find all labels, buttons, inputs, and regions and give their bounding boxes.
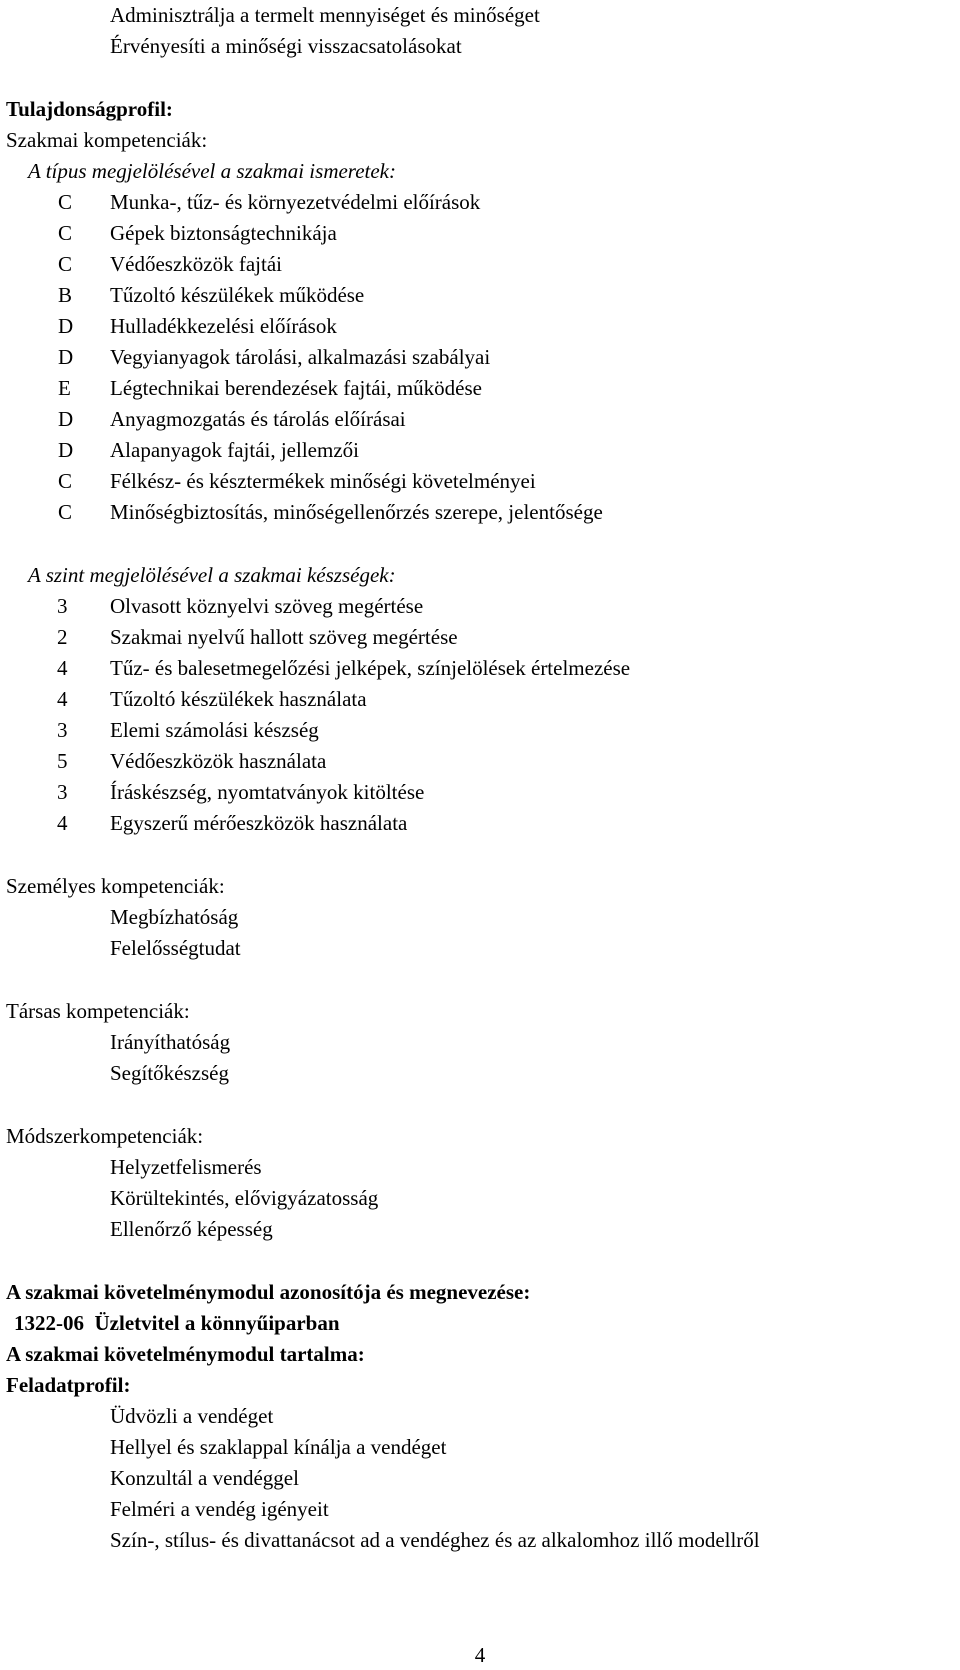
modul-azonosito: 1322-06 Üzletvitel a könnyűiparban bbox=[14, 1311, 340, 1335]
ismeret-code: E bbox=[58, 376, 71, 400]
keszseg-level: 2 bbox=[57, 625, 68, 649]
ismeret-code: C bbox=[58, 500, 73, 524]
szemelyes-item: Megbízhatóság bbox=[110, 905, 239, 929]
szemelyes-kompetenciak-heading: Személyes kompetenciák: bbox=[6, 874, 225, 898]
keszseg-text: Védőeszközök használata bbox=[110, 749, 327, 773]
feladat-item: Hellyel és szaklappal kínálja a vendéget bbox=[110, 1435, 447, 1459]
szemelyes-item: Felelősségtudat bbox=[110, 936, 241, 960]
keszseg-text: Íráskészség, nyomtatványok kitöltése bbox=[110, 780, 425, 804]
tarsas-item: Irányíthatóság bbox=[110, 1030, 231, 1054]
keszseg-text: Egyszerű mérőeszközök használata bbox=[110, 811, 408, 835]
keszseg-level: 5 bbox=[57, 749, 68, 773]
feladat-item: Konzultál a vendéggel bbox=[110, 1466, 299, 1490]
ismeret-code: C bbox=[58, 221, 73, 245]
ismeret-text: Hulladékkezelési előírások bbox=[110, 314, 337, 338]
intro-line: Érvényesíti a minőségi visszacsatolásokat bbox=[110, 34, 462, 58]
ismeret-code: D bbox=[58, 314, 74, 338]
modszer-item: Ellenőrző képesség bbox=[110, 1217, 273, 1241]
ismeret-text: Minőségbiztosítás, minőségellenőrzés szerepe, jelentősége bbox=[110, 500, 603, 524]
modul-azonosito-heading: A szakmai követelménymodul azonosítója és megnevezése: bbox=[6, 1280, 531, 1304]
feladat-item: Szín-, stílus- és divattanácsot ad a vendéghez és az alkalomhoz illő modellről bbox=[110, 1528, 760, 1552]
tulajdonsagprofil-heading: Tulajdonságprofil: bbox=[6, 97, 173, 121]
ismeret-text: Légtechnikai berendezések fajtái, működése bbox=[110, 376, 482, 400]
keszseg-level: 3 bbox=[57, 718, 68, 742]
keszseg-level: 3 bbox=[57, 594, 68, 618]
ismeret-text: Tűzoltó készülékek működése bbox=[110, 283, 365, 307]
keszseg-level: 4 bbox=[57, 811, 68, 835]
ismeret-text: Félkész- és késztermékek minőségi követelményei bbox=[110, 469, 536, 493]
ismeret-code: D bbox=[58, 345, 74, 369]
modszer-item: Helyzetfelismerés bbox=[110, 1155, 262, 1179]
tarsas-item: Segítőkészség bbox=[110, 1061, 229, 1085]
feladat-item: Üdvözli a vendéget bbox=[110, 1404, 274, 1428]
ismeret-text: Védőeszközök fajtái bbox=[110, 252, 283, 276]
ismeret-text: Alapanyagok fajtái, jellemzői bbox=[110, 438, 359, 462]
ismeret-code: C bbox=[58, 469, 73, 493]
keszseg-text: Szakmai nyelvű hallott szöveg megértése bbox=[110, 625, 458, 649]
keszseg-text: Elemi számolási készség bbox=[110, 718, 319, 742]
ismeret-code: C bbox=[58, 252, 73, 276]
keszseg-text: Tűz- és balesetmegelőzési jelképek, színjelölések értelmezése bbox=[110, 656, 631, 680]
modul-tartalma-heading: A szakmai követelménymodul tartalma: bbox=[6, 1342, 365, 1366]
ismeret-code: D bbox=[58, 438, 74, 462]
keszseg-level: 4 bbox=[57, 656, 68, 680]
szakmai-keszsegek-heading: A szint megjelölésével a szakmai készségek: bbox=[28, 563, 396, 587]
keszseg-text: Olvasott köznyelvi szöveg megértése bbox=[110, 594, 424, 618]
modszer-item: Körültekintés, elővigyázatosság bbox=[110, 1186, 379, 1210]
szakmai-ismeretek-heading: A típus megjelölésével a szakmai ismeretek: bbox=[28, 159, 396, 183]
modszerkompetenciak-heading: Módszerkompetenciák: bbox=[6, 1124, 204, 1148]
keszseg-text: Tűzoltó készülékek használata bbox=[110, 687, 367, 711]
intro-line: Adminisztrálja a termelt mennyiséget és minőséget bbox=[110, 3, 540, 27]
szakmai-kompetenciak-heading: Szakmai kompetenciák: bbox=[6, 128, 208, 152]
ismeret-text: Munka-, tűz- és környezetvédelmi előírások bbox=[110, 190, 481, 214]
tarsas-kompetenciak-heading: Társas kompetenciák: bbox=[6, 999, 190, 1023]
ismeret-text: Gépek biztonságtechnikája bbox=[110, 221, 337, 245]
ismeret-text: Anyagmozgatás és tárolás előírásai bbox=[110, 407, 406, 431]
page-number: 4 bbox=[474, 1643, 486, 1667]
ismeret-code: B bbox=[58, 283, 73, 307]
ismeret-code: C bbox=[58, 190, 73, 214]
keszseg-level: 3 bbox=[57, 780, 68, 804]
keszseg-level: 4 bbox=[57, 687, 68, 711]
feladat-item: Felméri a vendég igényeit bbox=[110, 1497, 329, 1521]
ismeret-code: D bbox=[58, 407, 74, 431]
ismeret-text: Vegyianyagok tárolási, alkalmazási szabályai bbox=[110, 345, 491, 369]
feladatprofil-heading: Feladatprofil: bbox=[6, 1373, 131, 1397]
